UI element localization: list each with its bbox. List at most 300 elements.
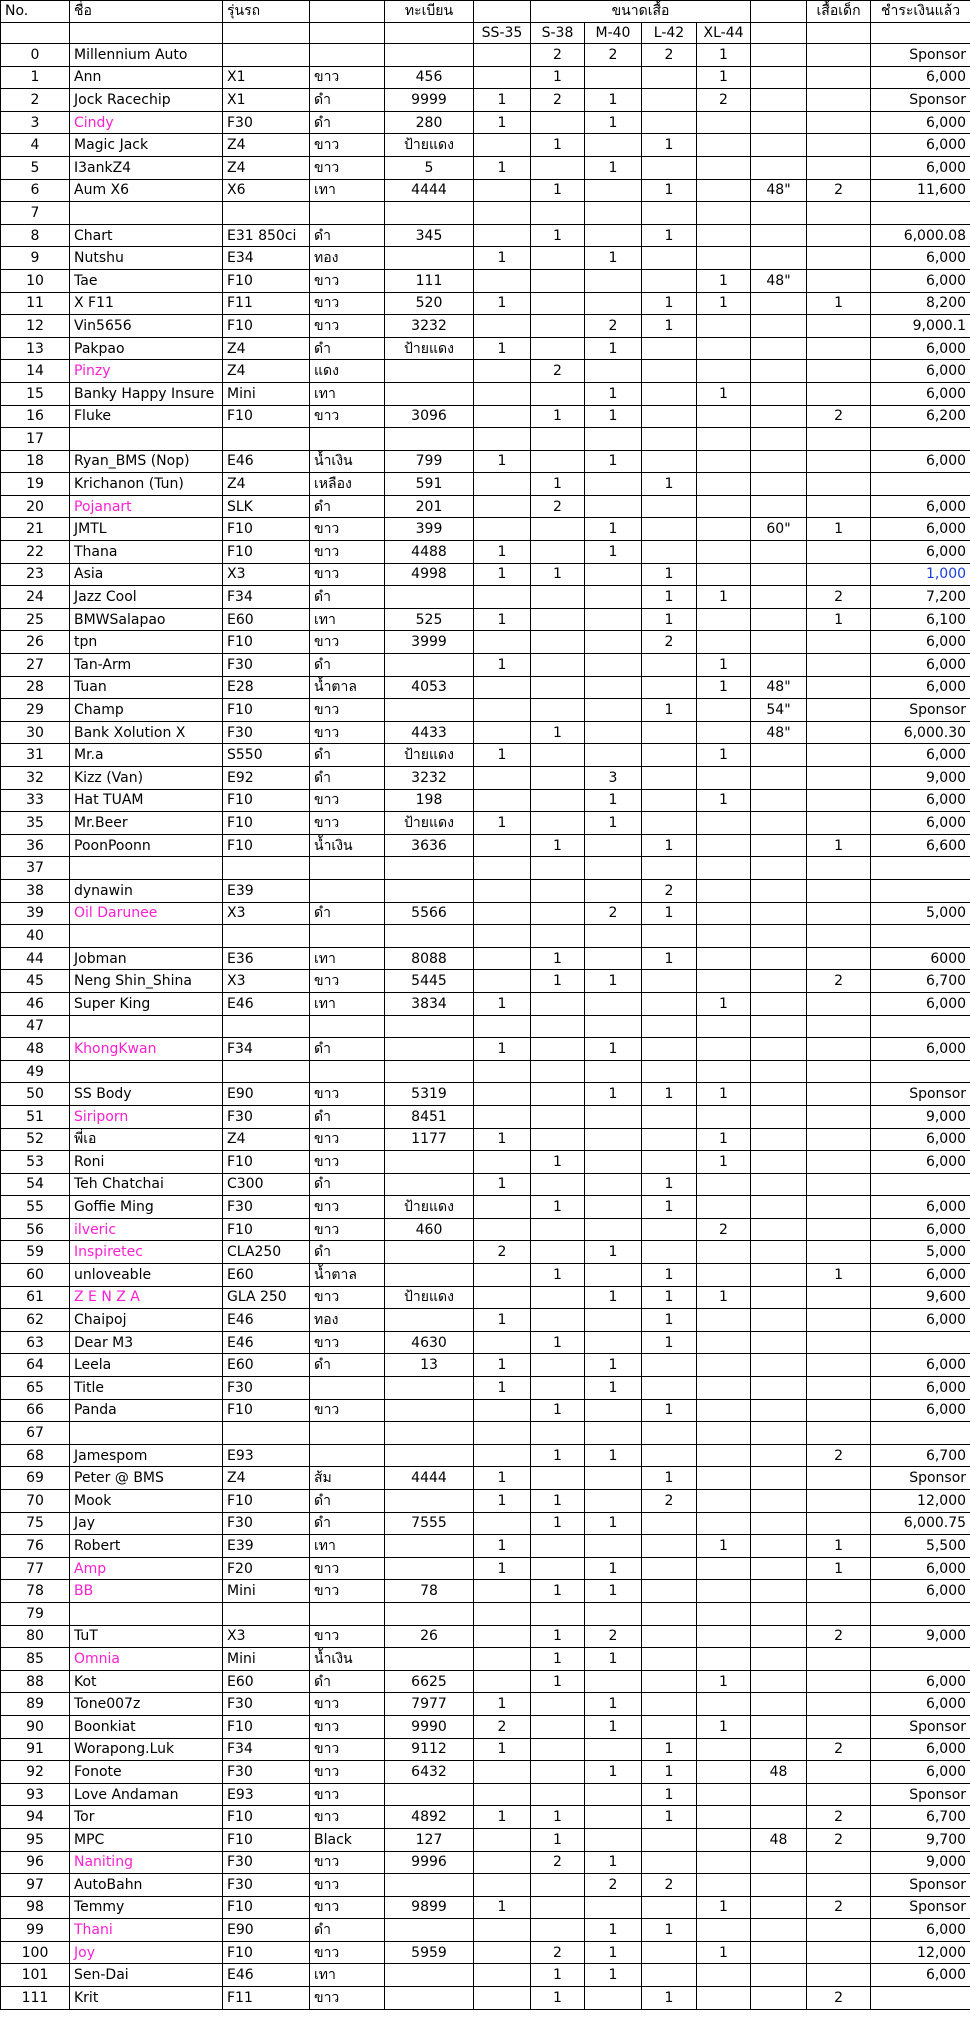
cell-color: เทา <box>310 1964 385 1987</box>
cell-extra <box>751 89 807 112</box>
cell-ss35 <box>474 1512 531 1535</box>
cell-extra <box>751 1580 807 1603</box>
cell-paid <box>871 1602 970 1625</box>
cell-no: 25 <box>1 608 70 631</box>
cell-color: ขาว <box>310 405 385 428</box>
cell-no: 90 <box>1 1715 70 1738</box>
cell-m40 <box>585 1105 642 1128</box>
cell-color: ขาว <box>310 1715 385 1738</box>
cell-s38 <box>531 925 585 948</box>
cell-kids <box>807 1783 871 1806</box>
cell-color: น้ำเงิน <box>310 450 385 473</box>
cell-ss35 <box>474 857 531 880</box>
cell-s38 <box>531 676 585 699</box>
table-row <box>1 834 970 857</box>
cell-color: ขาว <box>310 1987 385 2010</box>
cell-color: ขาว <box>310 1625 385 1648</box>
cell-l42: 1 <box>642 1083 697 1106</box>
cell-color: ดำ <box>310 224 385 247</box>
cell-kids <box>807 360 871 383</box>
cell-plate: 4053 <box>385 676 474 699</box>
cell-name: JMTL <box>70 518 223 541</box>
cell-ss35 <box>474 1580 531 1603</box>
cell-plate: 9990 <box>385 1715 474 1738</box>
cell-m40: 1 <box>585 382 642 405</box>
cell-plate: 3096 <box>385 405 474 428</box>
cell-extra <box>751 224 807 247</box>
cell-extra <box>751 970 807 993</box>
cell-extra <box>751 1715 807 1738</box>
cell-name <box>70 857 223 880</box>
cell-m40 <box>585 586 642 609</box>
cell-kids: 2 <box>807 405 871 428</box>
cell-plate: ป้ายแดง <box>385 337 474 360</box>
cell-kids <box>807 44 871 67</box>
cell-paid: 6,000 <box>871 66 970 89</box>
cell-model: F10 <box>223 315 310 338</box>
cell-s38 <box>531 1105 585 1128</box>
cell-xl44 <box>697 156 751 179</box>
cell-model: E46 <box>223 1964 310 1987</box>
cell-kids <box>807 1083 871 1106</box>
cell-paid: 5,000 <box>871 1241 970 1264</box>
cell-no: 55 <box>1 1196 70 1219</box>
cell-kids <box>807 315 871 338</box>
cell-xl44: 1 <box>697 1286 751 1309</box>
cell-plate <box>385 1557 474 1580</box>
cell-ss35 <box>474 902 531 925</box>
cell-s38 <box>531 789 585 812</box>
cell-color: ดำ <box>310 1670 385 1693</box>
cell-l42 <box>642 428 697 451</box>
cell-no: 99 <box>1 1919 70 1942</box>
cell-ss35: 1 <box>474 1128 531 1151</box>
cell-kids <box>807 1128 871 1151</box>
cell-kids <box>807 1422 871 1445</box>
cell-kids <box>807 1941 871 1964</box>
cell-name: Joy <box>70 1941 223 1964</box>
cell-xl44 <box>697 405 751 428</box>
cell-model <box>223 1422 310 1445</box>
cell-name: Tone007z <box>70 1693 223 1716</box>
cell-ss35 <box>474 789 531 812</box>
cell-model: F34 <box>223 1738 310 1761</box>
cell-paid: 11,600 <box>871 179 970 202</box>
cell-l42 <box>642 1625 697 1648</box>
cell-no: 14 <box>1 360 70 383</box>
cell-kids <box>807 1196 871 1219</box>
cell-name: Panda <box>70 1399 223 1422</box>
cell-extra <box>751 1331 807 1354</box>
cell-s38 <box>531 1467 585 1490</box>
table-row <box>1 518 970 541</box>
cell-name: Super King <box>70 992 223 1015</box>
cell-plate: 1177 <box>385 1128 474 1151</box>
cell-xl44 <box>697 1060 751 1083</box>
cell-m40 <box>585 428 642 451</box>
cell-no: 10 <box>1 269 70 292</box>
table-row <box>1 992 970 1015</box>
cell-color: ขาว <box>310 1761 385 1784</box>
header-no: No. <box>1 1 70 23</box>
cell-l42 <box>642 450 697 473</box>
table-row <box>1 1151 970 1174</box>
cell-plate: 201 <box>385 495 474 518</box>
cell-ss35: 2 <box>474 1715 531 1738</box>
cell-kids: 2 <box>807 1828 871 1851</box>
cell-model: E60 <box>223 608 310 631</box>
cell-ss35: 1 <box>474 563 531 586</box>
table-row <box>1 789 970 812</box>
table-row <box>1 1806 970 1829</box>
cell-xl44: 1 <box>697 586 751 609</box>
table-row <box>1 631 970 654</box>
cell-l42 <box>642 156 697 179</box>
cell-no: 31 <box>1 744 70 767</box>
cell-m40 <box>585 1128 642 1151</box>
table-row <box>1 1241 970 1264</box>
cell-no: 9 <box>1 247 70 270</box>
cell-color: ดำ <box>310 1919 385 1942</box>
cell-paid: 9,700 <box>871 1828 970 1851</box>
cell-model: E34 <box>223 247 310 270</box>
cell-color <box>310 1444 385 1467</box>
header-shirt-size: ขนาดเสื้อ <box>531 1 751 23</box>
cell-ss35 <box>474 1828 531 1851</box>
cell-ss35 <box>474 721 531 744</box>
cell-xl44 <box>697 337 751 360</box>
cell-kids <box>807 947 871 970</box>
cell-l42 <box>642 992 697 1015</box>
cell-paid: Sponsor <box>871 1896 970 1919</box>
cell-paid: 9,000 <box>871 1851 970 1874</box>
cell-no: 51 <box>1 1105 70 1128</box>
cell-no: 30 <box>1 721 70 744</box>
cell-extra <box>751 1851 807 1874</box>
cell-ss35: 1 <box>474 1309 531 1332</box>
cell-m40 <box>585 1806 642 1829</box>
cell-ss35 <box>474 269 531 292</box>
cell-xl44 <box>697 1806 751 1829</box>
cell-model <box>223 1060 310 1083</box>
cell-s38 <box>531 428 585 451</box>
cell-m40 <box>585 224 642 247</box>
cell-s38 <box>531 1083 585 1106</box>
cell-m40: 2 <box>585 1625 642 1648</box>
cell-kids <box>807 1467 871 1490</box>
cell-paid: 6,000 <box>871 450 970 473</box>
cell-kids <box>807 1964 871 1987</box>
cell-plate <box>385 1309 474 1332</box>
cell-l42: 1 <box>642 1919 697 1942</box>
cell-model: F11 <box>223 292 310 315</box>
cell-l42 <box>642 518 697 541</box>
cell-s38: 1 <box>531 1512 585 1535</box>
cell-name: Tuan <box>70 676 223 699</box>
cell-m40: 1 <box>585 1354 642 1377</box>
cell-paid <box>871 1331 970 1354</box>
cell-color <box>310 1060 385 1083</box>
table-row <box>1 1331 970 1354</box>
cell-name: TuT <box>70 1625 223 1648</box>
cell-color: ขาว <box>310 970 385 993</box>
cell-name: Inspiretec <box>70 1241 223 1264</box>
cell-ss35 <box>474 925 531 948</box>
cell-paid: 6,000 <box>871 541 970 564</box>
cell-ss35: 1 <box>474 337 531 360</box>
cell-l42 <box>642 812 697 835</box>
cell-color: เทา <box>310 179 385 202</box>
cell-name: Jock Racechip <box>70 89 223 112</box>
cell-color: ขาว <box>310 1580 385 1603</box>
table-row <box>1 1625 970 1648</box>
cell-plate: 4630 <box>385 1331 474 1354</box>
cell-xl44 <box>697 1241 751 1264</box>
cell-kids: 2 <box>807 1738 871 1761</box>
cell-kids <box>807 1648 871 1671</box>
cell-no: 61 <box>1 1286 70 1309</box>
cell-extra: 48 <box>751 1761 807 1784</box>
cell-l42 <box>642 1377 697 1400</box>
cell-model: Z4 <box>223 337 310 360</box>
table-row <box>1 179 970 202</box>
cell-kids <box>807 1105 871 1128</box>
cell-ss35 <box>474 1648 531 1671</box>
cell-ss35 <box>474 586 531 609</box>
cell-paid: 6,000 <box>871 1693 970 1716</box>
cell-color: ขาว <box>310 156 385 179</box>
cell-m40 <box>585 1828 642 1851</box>
cell-no: 39 <box>1 902 70 925</box>
cell-plate <box>385 1038 474 1061</box>
cell-plate <box>385 1151 474 1174</box>
cell-s38: 1 <box>531 473 585 496</box>
cell-name: Z E N Z A <box>70 1286 223 1309</box>
cell-color: ดำ <box>310 111 385 134</box>
cell-m40 <box>585 879 642 902</box>
table-row <box>1 1264 970 1287</box>
cell-paid: 6,000 <box>871 1557 970 1580</box>
cell-name: Jobman <box>70 947 223 970</box>
cell-kids <box>807 156 871 179</box>
cell-color: ดำ <box>310 1173 385 1196</box>
cell-kids <box>807 473 871 496</box>
cell-l42: 1 <box>642 315 697 338</box>
cell-l42 <box>642 654 697 677</box>
cell-model: Z4 <box>223 156 310 179</box>
cell-s38 <box>531 1422 585 1445</box>
cell-l42: 2 <box>642 1490 697 1513</box>
cell-plate <box>385 1783 474 1806</box>
cell-plate: 9999 <box>385 89 474 112</box>
cell-model: X1 <box>223 66 310 89</box>
cell-no: 38 <box>1 879 70 902</box>
cell-paid: 6,000.08 <box>871 224 970 247</box>
cell-plate <box>385 1490 474 1513</box>
cell-l42 <box>642 1715 697 1738</box>
cell-paid: 6,000 <box>871 1761 970 1784</box>
cell-name: unloveable <box>70 1264 223 1287</box>
cell-xl44 <box>697 1919 751 1942</box>
cell-l42 <box>642 767 697 790</box>
table-row <box>1 1964 970 1987</box>
cell-ss35: 1 <box>474 1490 531 1513</box>
cell-plate: 26 <box>385 1625 474 1648</box>
cell-m40 <box>585 1173 642 1196</box>
cell-extra <box>751 1196 807 1219</box>
cell-model: F10 <box>223 518 310 541</box>
cell-m40 <box>585 179 642 202</box>
cell-model: E46 <box>223 1331 310 1354</box>
cell-xl44 <box>697 518 751 541</box>
cell-paid: 6,000 <box>871 631 970 654</box>
table-row <box>1 1354 970 1377</box>
cell-extra <box>751 1557 807 1580</box>
cell-color <box>310 44 385 67</box>
cell-plate <box>385 360 474 383</box>
cell-plate <box>385 1377 474 1400</box>
cell-paid: 5,500 <box>871 1535 970 1558</box>
cell-color: ขาว <box>310 1896 385 1919</box>
cell-s38 <box>531 1783 585 1806</box>
cell-no: 89 <box>1 1693 70 1716</box>
cell-paid: 6,000 <box>871 360 970 383</box>
cell-ss35 <box>474 382 531 405</box>
cell-s38 <box>531 744 585 767</box>
cell-color: ขาว <box>310 699 385 722</box>
cell-s38 <box>531 111 585 134</box>
cell-l42: 1 <box>642 699 697 722</box>
cell-paid: Sponsor <box>871 44 970 67</box>
cell-xl44 <box>697 925 751 948</box>
cell-xl44: 1 <box>697 66 751 89</box>
cell-l42 <box>642 1105 697 1128</box>
cell-no: 94 <box>1 1806 70 1829</box>
header-extra <box>751 1 807 23</box>
cell-m40 <box>585 1151 642 1174</box>
cell-plate <box>385 699 474 722</box>
cell-no: 11 <box>1 292 70 315</box>
cell-m40 <box>585 744 642 767</box>
cell-kids: 2 <box>807 1987 871 2010</box>
cell-model: X3 <box>223 1625 310 1648</box>
cell-paid: 6,200 <box>871 405 970 428</box>
cell-color: Black <box>310 1828 385 1851</box>
cell-l42: 1 <box>642 1399 697 1422</box>
cell-no: 13 <box>1 337 70 360</box>
cell-extra <box>751 1422 807 1445</box>
cell-name: Title <box>70 1377 223 1400</box>
cell-l42 <box>642 721 697 744</box>
cell-ss35: 1 <box>474 1467 531 1490</box>
cell-plate: 127 <box>385 1828 474 1851</box>
cell-m40: 1 <box>585 518 642 541</box>
cell-model: F10 <box>223 631 310 654</box>
cell-kids <box>807 1580 871 1603</box>
cell-name: SS Body <box>70 1083 223 1106</box>
cell-m40: 2 <box>585 315 642 338</box>
cell-s38: 1 <box>531 1964 585 1987</box>
cell-plate <box>385 428 474 451</box>
cell-kids: 2 <box>807 179 871 202</box>
cell-xl44 <box>697 1987 751 2010</box>
cell-extra: 54" <box>751 699 807 722</box>
cell-name: Nutshu <box>70 247 223 270</box>
table-row <box>1 44 970 67</box>
cell-m40: 1 <box>585 156 642 179</box>
cell-l42 <box>642 1444 697 1467</box>
table-row <box>1 608 970 631</box>
cell-ss35: 1 <box>474 89 531 112</box>
cell-m40 <box>585 631 642 654</box>
cell-plate: 5 <box>385 156 474 179</box>
header-row-2 <box>1 22 970 44</box>
cell-name: Mr.a <box>70 744 223 767</box>
cell-xl44: 1 <box>697 1535 751 1558</box>
cell-ss35: 1 <box>474 541 531 564</box>
cell-plate <box>385 586 474 609</box>
cell-paid: 9,000 <box>871 767 970 790</box>
cell-m40 <box>585 947 642 970</box>
cell-plate: ป้ายแดง <box>385 812 474 835</box>
cell-xl44 <box>697 1196 751 1219</box>
cell-s38 <box>531 1286 585 1309</box>
table-row <box>1 405 970 428</box>
cell-l42 <box>642 1648 697 1671</box>
cell-extra <box>751 156 807 179</box>
cell-xl44: 1 <box>697 1128 751 1151</box>
cell-s38 <box>531 1128 585 1151</box>
cell-model <box>223 44 310 67</box>
cell-kids <box>807 1038 871 1061</box>
cell-plate <box>385 1399 474 1422</box>
cell-name: Pinzy <box>70 360 223 383</box>
cell-no: 88 <box>1 1670 70 1693</box>
table-row <box>1 767 970 790</box>
cell-s38 <box>531 518 585 541</box>
cell-l42 <box>642 111 697 134</box>
cell-no: 28 <box>1 676 70 699</box>
cell-color: น้ำเงิน <box>310 834 385 857</box>
cell-model: F30 <box>223 721 310 744</box>
cell-s38 <box>531 247 585 270</box>
cell-extra <box>751 473 807 496</box>
cell-plate <box>385 247 474 270</box>
cell-l42 <box>642 337 697 360</box>
cell-paid: 6,000 <box>871 1196 970 1219</box>
cell-kids: 1 <box>807 518 871 541</box>
cell-name: Magic Jack <box>70 134 223 157</box>
cell-xl44 <box>697 541 751 564</box>
cell-plate: 4488 <box>385 541 474 564</box>
cell-name: Dear M3 <box>70 1331 223 1354</box>
cell-ss35 <box>474 1602 531 1625</box>
cell-extra <box>751 1648 807 1671</box>
cell-s38: 1 <box>531 1331 585 1354</box>
cell-l42 <box>642 1896 697 1919</box>
cell-s38 <box>531 767 585 790</box>
cell-ss35 <box>474 1331 531 1354</box>
cell-plate: 9112 <box>385 1738 474 1761</box>
cell-kids: 1 <box>807 1535 871 1558</box>
cell-paid: 9,600 <box>871 1286 970 1309</box>
cell-plate: 456 <box>385 66 474 89</box>
cell-m40 <box>585 721 642 744</box>
cell-m40 <box>585 134 642 157</box>
cell-l42 <box>642 1354 697 1377</box>
cell-m40: 1 <box>585 337 642 360</box>
cell-no: 6 <box>1 179 70 202</box>
